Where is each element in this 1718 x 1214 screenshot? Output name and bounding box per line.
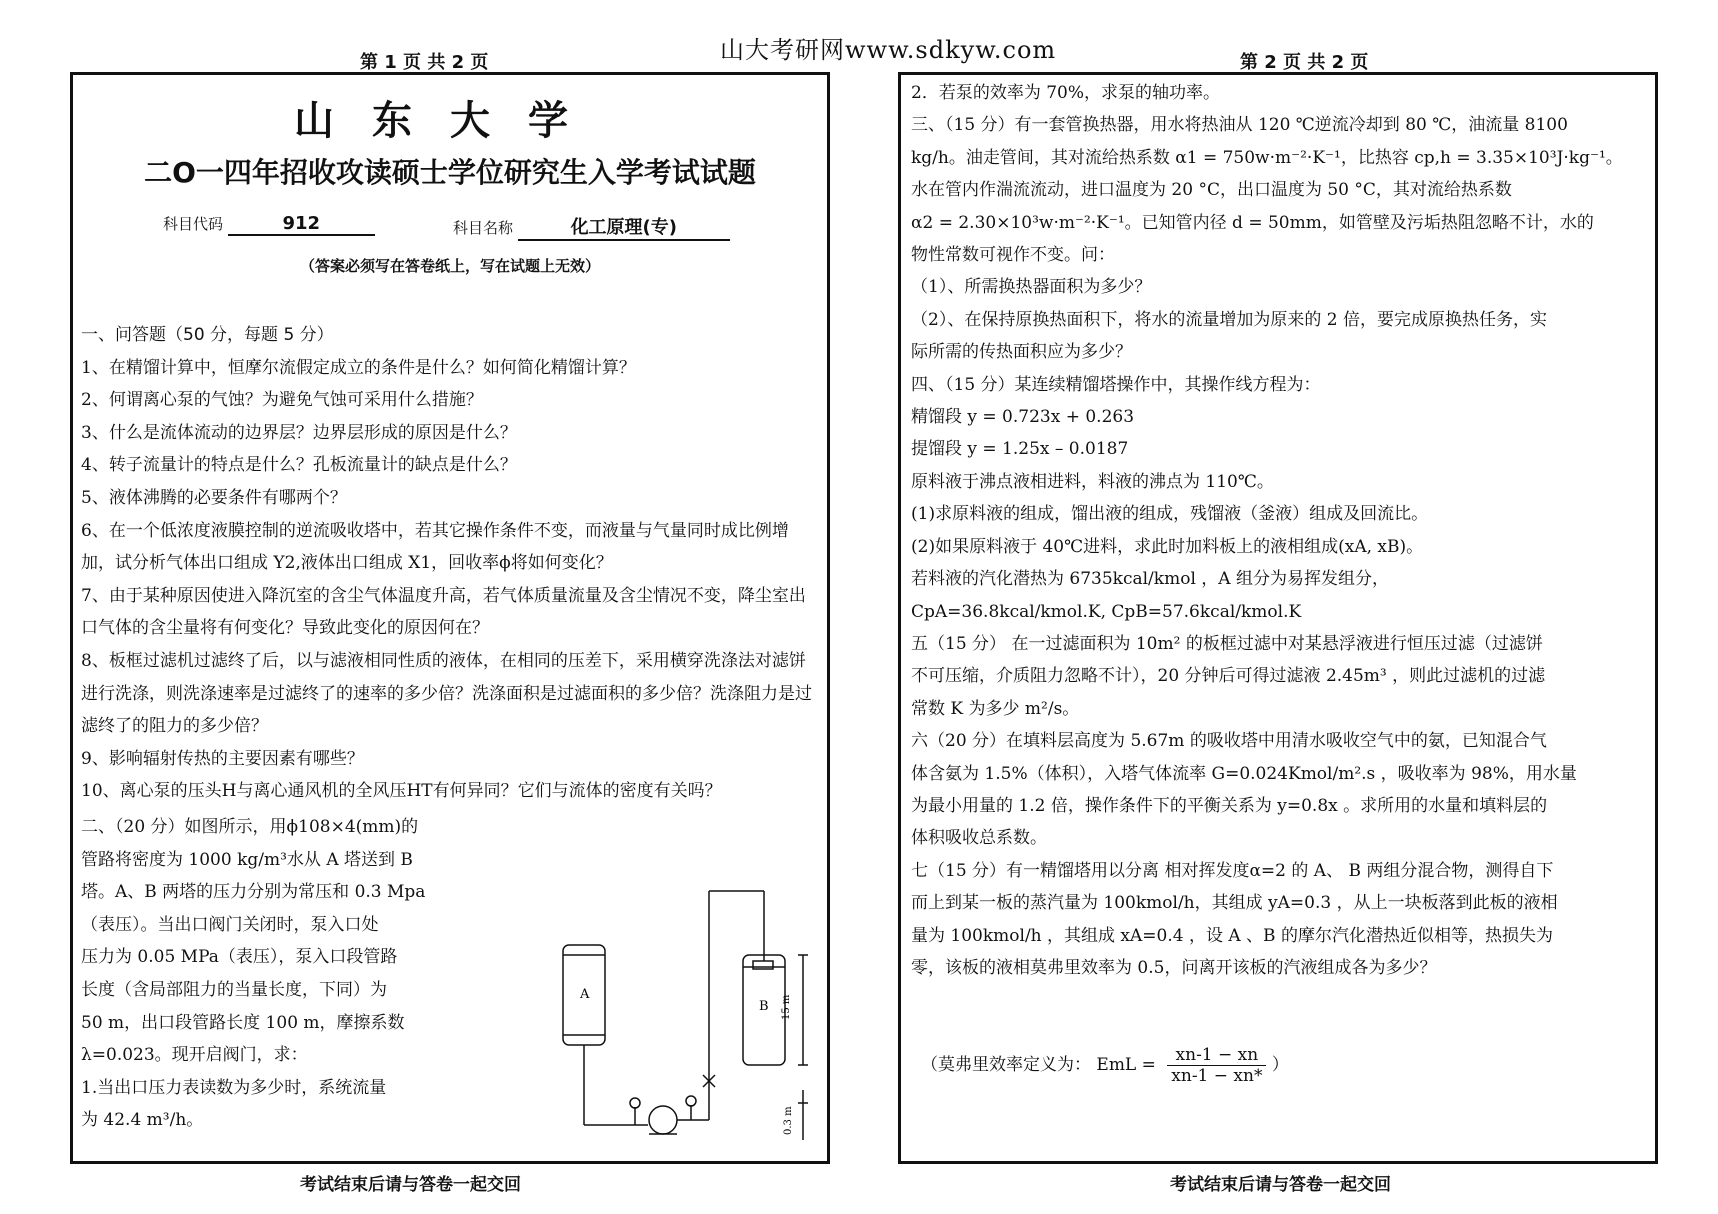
text-line: kg/h。油走管间，其对流给热系数 α1 = 750w·m⁻²·K⁻¹，比热容 cp,h = 3.35×10³J·kg⁻¹。	[911, 147, 1623, 168]
question: 10、离心泵的压头H与离心通风机的全风压HT有何异同？它们与流体的密度有关吗？	[81, 781, 722, 802]
page-label-left: 第 1 页 共 2 页	[360, 52, 489, 73]
section-1-heading: 一、问答题（50 分，每题 5 分）	[81, 325, 334, 345]
text-line: 为最小用量的 1.2 倍，操作条件下的平衡关系为 y=0.8x 。求所用的水量和填料层的	[911, 795, 1548, 816]
text-line: 量为 100kmol/h ，其组成 xA=0.4 ，设 A 、B 的摩尔汽化潜热近似相等，热损失为	[911, 925, 1553, 946]
murphree-formula	[921, 1045, 1289, 1086]
text-line: (1)求原料液的组成，馏出液的组成，残馏液（釜液）组成及回流比。	[911, 504, 1429, 525]
subject-code: 912	[228, 213, 375, 236]
subject-name: 化工原理(专)	[518, 213, 730, 241]
tank-a-label: A	[580, 987, 590, 1002]
question-2-text	[81, 811, 441, 1137]
text-line: 水在管内作湍流流动，进口温度为 20 °C，出口温度为 50 °C，其对流给热系数	[911, 180, 1512, 201]
pump	[649, 1106, 677, 1134]
subject-name-row	[453, 213, 730, 241]
question: 2、何谓离心泵的气蚀？为避免气蚀可采用什么措施？	[81, 390, 483, 411]
text-line: 五（15 分） 在一过滤面积为 10m² 的板框过滤中对某悬浮液进行恒压过滤（过滤饼	[911, 633, 1543, 654]
pipeline-diagram	[473, 835, 813, 1145]
text-line: 际所需的传热面积应为多少？	[911, 342, 1132, 363]
text-line: 原料液于沸点液相进料，料液的沸点为 110℃。	[911, 471, 1274, 492]
answer-notice: （答案必须写在答卷纸上，写在试题上无效）	[299, 257, 600, 275]
page-2-body	[911, 77, 1645, 984]
pressure-gauge-icon	[686, 1096, 696, 1106]
question: 8、板框过滤机过滤终了后，以与滤液相同性质的液体，在相同的压差下，采用横穿洗涤法对滤饼进行洗涤，则洗涤速率是过滤终了的速率的多少倍？洗涤面积是过滤面积的多少倍？洗涤阻力是过滤终了的阻力的多少倍？	[81, 650, 812, 737]
q2-line: 压力为 0.05 MPa（表压），泵入口段管路	[81, 947, 398, 968]
text-line: 物性常数可视作不变。问：	[911, 245, 1115, 266]
text-line: 四、（15 分）某连续精馏塔操作中，其操作线方程为：	[911, 374, 1321, 395]
pressure-gauge-icon	[630, 1098, 640, 1108]
q2-line: 管路将密度为 1000 kg/m³水从 A 塔送到 B	[81, 849, 413, 870]
text-line: 零，该板的液相莫弗里效率为 0.5，问离开该板的汽液组成各为多少？	[911, 957, 1437, 978]
text-line: 六（20 分）在填料层高度为 5.67m 的吸收塔中用清水吸收空气中的氨，已知混合气	[911, 731, 1547, 752]
page-label-right: 第 2 页 共 2 页	[1240, 52, 1369, 73]
text-line: 精馏段 y = 0.723x + 0.263	[911, 407, 1135, 428]
text-line: α2 = 2.30×10³w·m⁻²·K⁻¹。已知管内径 d = 50mm，如管壁及污垢热阻忽略不计，水的	[911, 212, 1594, 233]
exam-page-1	[70, 72, 830, 1164]
section-1	[81, 319, 819, 808]
subject-name-label: 科目名称	[453, 219, 514, 237]
text-line: 体含氨为 1.5%（体积），入塔气体流率 G=0.024Kmol/m².s ，吸收率为 98%，用水量	[911, 763, 1577, 784]
q2-line: λ=0.023。现开启阀门，求：	[81, 1045, 308, 1066]
q2-line: （表压）。当出口阀门关闭时，泵入口处	[81, 914, 379, 935]
question: 9、影响辐射传热的主要因素有哪些？	[81, 748, 364, 769]
text-line: 提馏段 y = 1.25x – 0.0187	[911, 439, 1129, 460]
question: 7、由于某种原因使进入降沉室的含尘气体温度升高，若气体质量流量及含尘情况不变，降尘室出口气体的含尘量将有何变化？导致此变化的原因何在？	[81, 585, 806, 639]
site-watermark: 山大考研网www.sdkyw.com	[720, 36, 1057, 64]
exam-page-2	[898, 72, 1658, 1164]
text-line: (2)如果原料液于 40℃进料，求此时加料板上的液相组成(xA, xB)。	[911, 536, 1424, 557]
q2-line: 塔。A、B 两塔的压力分别为常压和 0.3 Mpa	[81, 882, 426, 903]
text-line: 2．若泵的效率为 70%，求泵的轴功率。	[911, 83, 1221, 103]
text-line: 若料液的汽化潜热为 6735kcal/kmol ，A 组分为易挥发组分，	[911, 569, 1389, 590]
subject-code-row	[163, 213, 375, 236]
footer-left: 考试结束后请与答卷一起交回	[300, 1175, 521, 1195]
formula-prefix: （莫弗里效率定义为： EmL =	[921, 1055, 1156, 1075]
formula-fraction	[1167, 1045, 1266, 1086]
text-line: 体积吸收总系数。	[911, 828, 1047, 849]
formula-numerator: xn-1 − xn	[1167, 1045, 1266, 1066]
exam-title: 二O一四年招收攻读硕士学位研究生入学考试试题	[144, 156, 756, 189]
question: 4、转子流量计的特点是什么？孔板流量计的缺点是什么？	[81, 455, 517, 476]
formula-denominator: xn-1 − xn*	[1171, 1066, 1263, 1086]
q2-line: 50 m，出口段管路长度 100 m，摩擦系数	[81, 1012, 405, 1033]
tank-b-label: B	[759, 999, 769, 1014]
spray-head	[753, 961, 773, 969]
text-line: （2）、在保持原换热面积下，将水的流量增加为原来的 2 倍，要完成原换热任务，实	[911, 309, 1547, 330]
text-line: 而上到某一板的蒸汽量为 100kmol/h，其组成 yA=0.3 ，从上一块板落到此板的液相	[911, 893, 1558, 914]
q2-line: 1.当出口压力表读数为多少时，系统流量	[81, 1077, 387, 1098]
question: 1、在精馏计算中，恒摩尔流假定成立的条件是什么？如何简化精馏计算？	[81, 357, 636, 378]
university-title: 山东大学	[294, 97, 606, 144]
question: 6、在一个低浓度液膜控制的逆流吸收塔中，若其它操作条件不变，而液量与气量同时成比例增加，试分析气体出口组成 Y2,液体出口组成 X1，回收率ϕ将如何变化？	[81, 520, 789, 574]
q2-line: 为 42.4 m³/h。	[81, 1110, 204, 1131]
text-line: 不可压缩，介质阻力忽略不计），20 分钟后可得过滤液 2.45m³ ，则此过滤机的过滤	[911, 666, 1546, 687]
text-line: （1）、所需换热器面积为多少？	[911, 277, 1152, 298]
q2-line: 二、（20 分）如图所示，用ϕ108×4(mm)的	[81, 817, 419, 837]
subject-code-label: 科目代码	[163, 215, 224, 233]
question: 3、什么是流体流动的边界层？边界层形成的原因是什么？	[81, 422, 517, 443]
q2-line: 长度（含局部阻力的当量长度，下同）为	[81, 979, 387, 1000]
text-line: 三、（15 分）有一套管换热器，用水将热油从 120 ℃逆流冷却到 80 ℃，油流量 8100	[911, 115, 1568, 136]
question: 5、液体沸腾的必要条件有哪两个？	[81, 487, 347, 508]
formula-suffix: ）	[1271, 1055, 1289, 1075]
bottom-label: 0.3 m	[783, 1106, 794, 1135]
footer-right: 考试结束后请与答卷一起交回	[1170, 1175, 1391, 1195]
height-label: 15 m	[781, 994, 792, 1020]
text-line: CpA=36.8kcal/kmol.K, CpB=57.6kcal/kmol.K	[911, 601, 1302, 622]
text-line: 七（15 分）有一精馏塔用以分离 相对挥发度α=2 的 A、 B 两组分混合物，测得自下	[911, 860, 1554, 881]
text-line: 常数 K 为多少 m²/s。	[911, 698, 1080, 719]
